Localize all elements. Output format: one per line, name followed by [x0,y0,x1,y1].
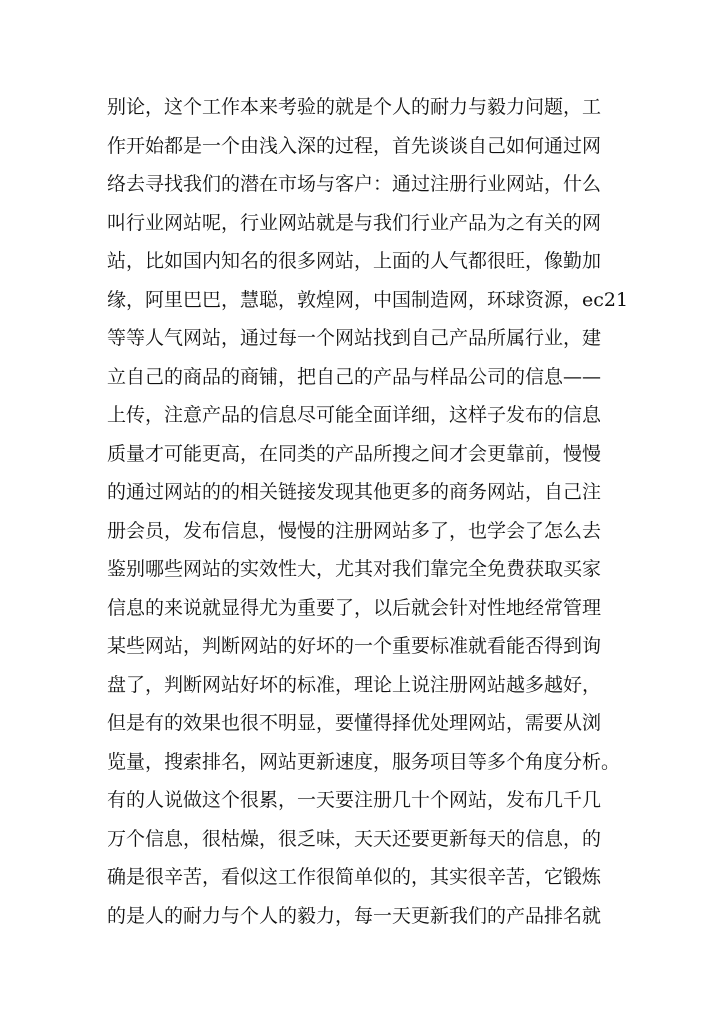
text-line: 缘，阿里巴巴，慧聪，敦煌网，中国制造网，环球资源，ec21 [107,288,629,311]
text-line: 盘了，判断网站好坏的标准，理论上说注册网站越多越好， [107,673,602,696]
text-line: 鉴别哪些网站的实效性大，尤其对我们靠完全免费获取买家 [107,558,602,580]
text-line: 册会员，发布信息，慢慢的注册网站多了，也学会了怎么去 [107,519,602,542]
text-line: 但是有的效果也很不明显，要懂得择优处理网站，需要从浏 [107,712,602,734]
text-line: 作开始都是一个由浅入深的过程，首先谈谈自己如何通过网 [107,134,602,157]
text-line: 有的人说做这个很累，一天要注册几十个网站，发布几千几 [107,789,602,811]
text-line: 览量，搜索排名，网站更新速度，服务项目等多个角度分析。 [107,750,621,773]
text-line: 等等人气网站，通过每一个网站找到自己产品所属行业，建 [107,327,602,349]
text-line: 的是人的耐力与个人的毅力，每一天更新我们的产品排名就 [107,904,602,927]
text-line: 某些网站，判断网站的好坏的一个重要标准就看能否得到询 [107,635,602,657]
text-line: 万个信息，很枯燥，很乏味，天天还要更新每天的信息，的 [107,827,602,850]
text-line: 上传，注意产品的信息尽可能全面详细，这样子发布的信息 [107,404,602,426]
body-paragraph [107,88,629,935]
text-line: 信息的来说就显得尤为重要了，以后就会针对性地经常管理 [107,596,602,619]
text-line: 确是很辛苦，看似这工作很简单似的，其实很辛苦，它锻炼 [107,866,602,888]
text-line: 站，比如国内知名的很多网站，上面的人气都很旺，像勤加 [107,250,602,272]
text-line: 络去寻找我们的潜在市场与客户：通过注册行业网站，什么 [107,173,602,195]
text-line: 立自己的商品的商铺，把自己的产品与样品公司的信息—— [107,365,602,388]
text-line: 质量才可能更高，在同类的产品所搜之间才会更靠前，慢慢 [107,442,602,465]
text-line: 的通过网站的的相关链接发现其他更多的商务网站，自己注 [107,481,602,503]
text-line: 叫行业网站呢，行业网站就是与我们行业产品为之有关的网 [107,211,602,234]
text-line: 别论，这个工作本来考验的就是个人的耐力与毅力问题，工 [107,96,602,118]
